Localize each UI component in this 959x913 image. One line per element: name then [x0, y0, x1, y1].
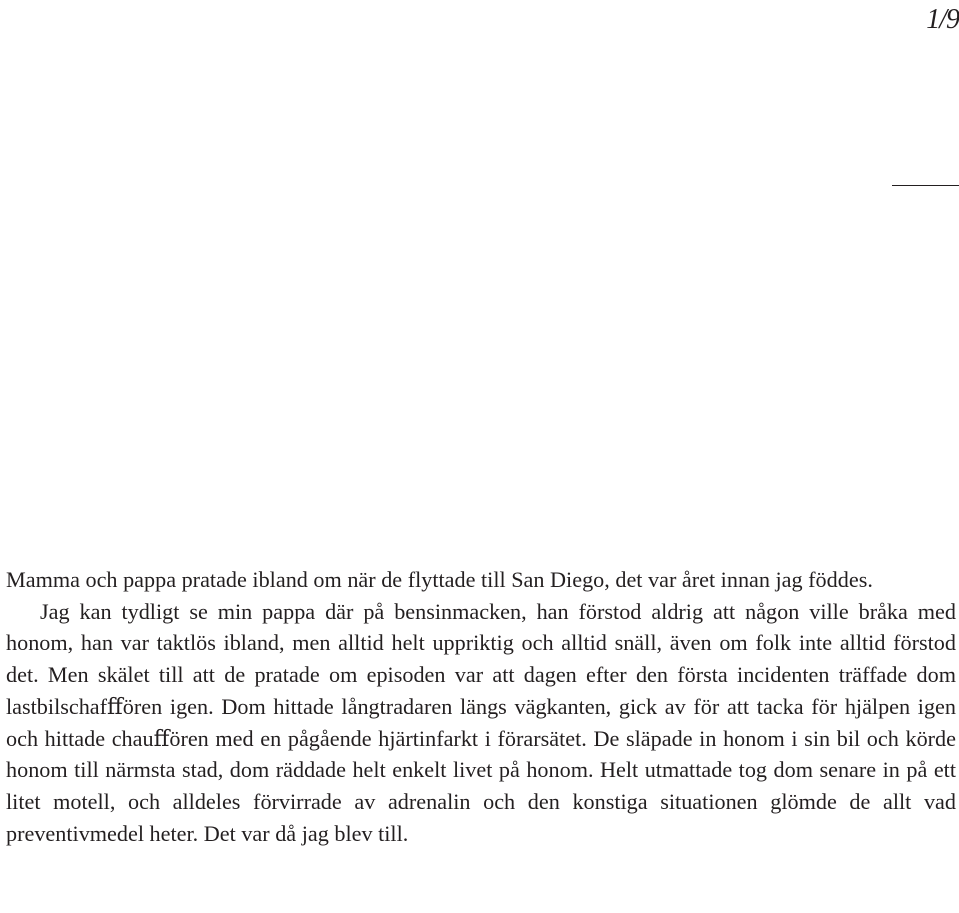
chapter-divider-rule: [892, 185, 959, 186]
paragraph-2: Jag kan tydligt se min pappa där på bensinmacken, han förstod aldrig att någon ville bråka med honom, han var taktlös ibland, men alltid helt uppriktig och alltid snäll, även om folk inte alltid förstod det. Men skälet till att de pratade om episoden var att dagen efter den första incidenten träffade dom lastbilschafﬀören igen. Dom hittade långtradaren längs vägkanten, gick av för att tacka för hjälpen igen och hittade chauﬀören med en pågående hjärtinfarkt i förarsätet. De släpade in honom i sin bil och körde honom till närmsta stad, dom räddade helt enkelt livet på honom. Helt utmattade tog dom senare in på ett litet motell, och alldeles förvirrade av adrenalin och den konstiga situationen glömde de allt vad preventivmedel heter. Det var då jag blev till.: [6, 598, 956, 846]
page-number: 1/9: [926, 4, 959, 35]
body-text: [6, 564, 956, 849]
paragraph-1: Mamma och pappa pratade ibland om när de flyttade till San Diego, det var året innan jag föddes.: [6, 567, 873, 592]
